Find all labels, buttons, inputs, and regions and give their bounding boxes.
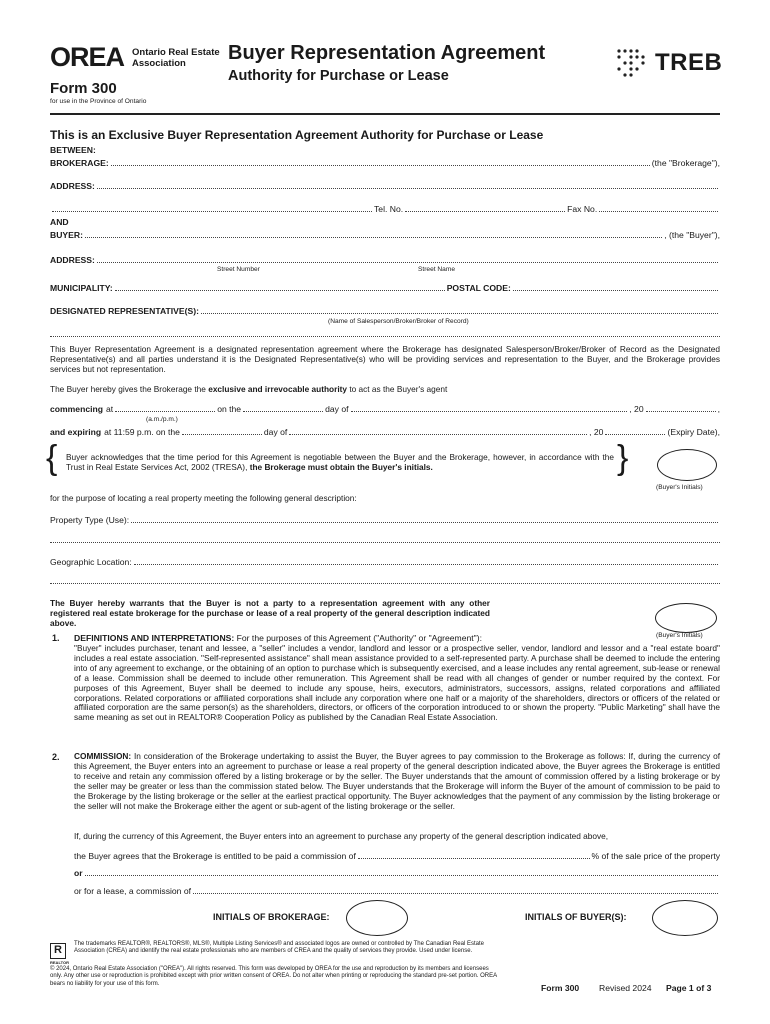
designated-paragraph: This Buyer Representation Agreement is a designated representation agreement where the Brokerage has designated Salesperson/Broker/Broker of Record as the Designated Representative(s) and all parties understand it is the Designated Representative(s) who will be providing services and representation to the Buyer, and the Brokerage provides services but not representation. [50,344,720,375]
tel-field[interactable] [405,204,565,212]
section-1-heading [74,633,482,643]
warranty-text: The Buyer hereby warrants that the Buyer is not a party to a representation agreement with any other registered real estate brokerage for the purchase or lease of a real property of the general description indicated above. [50,598,490,629]
authority-line [50,384,447,394]
footer-page-number: Page 1 of 3 [666,983,712,993]
section-2-body [74,752,720,811]
agreement-heading: This is an Exclusive Buyer Representation Agreement Authority for Purchase or Lease [50,128,544,142]
authority-suffix: to act as the Buyer's agent [347,384,448,394]
and-label: AND [50,217,69,227]
buyer-suffix: , (the "Buyer"), [664,230,720,240]
treb-dots-icon [615,47,651,77]
buyer-initials-caption-2: (Buyer's Initials) [656,632,703,639]
orea-logo [50,42,220,72]
buyer-initials-oval-3[interactable] [652,900,718,936]
phone-row [50,204,720,214]
section-1-number: 1. [52,633,60,643]
copyright-notice: © 2024, Ontario Real Estate Association ("OREA"). All rights reserved. This form was developed by OREA for the use and reproduction by its members and licensees only. Any other use or reproduction is prohibited except with prior written consent of OREA. Do not alter when printing or reproducing the standard pre-set portion. OREA bears no liability for your use of this form. [50,966,497,987]
buyer-initials-oval-1[interactable] [657,449,717,481]
commission-prefix: the Buyer agrees that the Brokerage is entitled to be paid a commission of [74,851,356,861]
designated-label: DESIGNATED REPRESENTATIVE(S): [50,306,199,316]
lease-commission-field[interactable] [193,886,718,894]
brokerage-label: BROKERAGE: [50,158,109,168]
municipality-label: MUNICIPALITY: [50,283,113,293]
brokerage-initials-oval[interactable] [346,900,408,936]
commencing-row: commencing at on the day of , 20 , [50,404,720,414]
between-label: BETWEEN: [50,145,96,155]
orea-name-line2: Association [132,58,186,69]
property-type-row [50,515,720,525]
commencing-day-field[interactable] [243,404,323,412]
acknowledgement-bold: the Brokerage must obtain the Buyer's initials. [249,462,433,473]
commencing-label: commencing [50,404,104,414]
commission-row [74,851,720,861]
commission-suffix: % of the sale price of the property [591,851,720,861]
postal-label: POSTAL CODE: [446,283,511,293]
acknowledgement-text [66,452,614,472]
authority-bold: exclusive and irrevocable authority [208,384,348,394]
commencing-at: at [106,404,114,414]
commission-percent-field[interactable] [358,851,590,859]
footer-form-number: Form 300 [541,983,580,993]
street-name-caption: Street Name [418,266,456,273]
designated-field[interactable] [201,306,718,314]
address-field[interactable] [97,181,718,189]
realtor-logo-label: REALTOR [50,960,69,965]
authority-prefix: The Buyer hereby gives the Brokerage the [50,384,209,394]
treb-logo [615,47,725,77]
expiring-row [50,427,720,437]
section-2-number: 2. [52,752,60,762]
expiring-day-of: day of [263,427,288,437]
property-type-field[interactable] [131,515,718,523]
acknowledgement-body: Buyer acknowledges that the time period for this Agreement is negotiable between the Buyer and the Brokerage, however, in accordance with the Trust in Real Estate Services Act, 2002 (TRESA), [66,452,614,473]
buyer-initials-caption-1: (Buyer's Initials) [656,484,703,491]
expiry-date-label: (Expiry Date), [667,427,720,437]
geo-location-line2[interactable] [50,583,720,584]
brokerage-row [50,158,720,168]
orea-logo-mark: OREA [50,42,125,72]
geo-location-label: Geographic Location: [50,557,132,567]
commencing-year-field[interactable] [646,404,716,412]
buyer-field[interactable] [85,230,662,238]
buyer-address-label: ADDRESS: [50,255,95,265]
fax-label: Fax No. [567,204,598,214]
designated-row [50,306,720,316]
orea-name-line1: Ontario Real Estate [132,47,220,58]
address-label: ADDRESS: [50,181,95,191]
buyer-row [50,230,720,240]
municipality-field[interactable] [115,283,445,291]
tel-label: Tel. No. [374,204,404,214]
or-commission-field[interactable] [85,868,718,876]
street-number-caption: Street Number [217,266,260,273]
expiring-month-field[interactable] [289,427,587,435]
brokerage-initials-label: INITIALS OF BROKERAGE: [213,912,330,922]
property-type-line2[interactable] [50,542,720,543]
designated-caption: (Name of Salesperson/Broker/Broker of Record) [328,318,469,325]
buyer-address-row [50,255,720,265]
lease-row [74,886,720,896]
brokerage-suffix: (the "Brokerage"), [651,158,720,168]
form-label: Form 300 [50,80,117,97]
section-2-text: In consideration of the Brokerage undertaking to assist the Buyer, the Buyer agrees to pay commission to the Brokerage as follows: If, during the currency of this Agreement, the Buyer enters into an agreement to purchase or lease a real property of the general description indicated above, the Buyer agrees the Brokerage is entitled to receive and retain any commission offered by a listing brokerage or by the seller. The Buyer understands that the amount of commission offered by a listing brokerage or by the seller may be greater or less than the commission stated below. The Buyer understands that the Brokerage will inform the Buyer of the amount of commission to be paid to the Brokerage by the listing brokerage or the seller at the earliest practical opportunity. The Buyer acknowledges that the payment of any commission by the listing brokerage or the seller will not make the Brokerage either the agent or sub-agent of the listing brokerage or the seller. [74,751,720,811]
section-1-body: "Buyer" includes purchaser, tenant and lessee, a "seller" includes a vendor, landlord and lessor or a prospective seller, vendor, landlord and lessor and a "real estate board" includes a real estate association. "Self-represented assistance" shall mean assistance provided to a self-represented party. A purchase shall be deemed to include the entering into of any agreement to exchange, or the obtaining of an option to purchase which is subsequently exercised, and a lease includes any rental agreement, sub-lease or renewal of a lease. Commission shall be deemed to include other remuneration. This Agreement shall be read with all changes of gender or number required by the context. For purposes of this Agreement, Buyer shall be deemed to include any spouse, heirs, executors, administrators, successors, assigns, related corporations and affiliated corporations. Related corporations or affiliated corporations shall include any corporation where one half or a majority of the shareholders, directors or officers of the related or affiliated corporation are the same person(s) as the shareholders, directors, or officers of the corporation introduced to or shown the property. "Public Marketing" shall have the same meaning as set out in REALTOR® Cooperation Policy as published by the Canadian Real Estate Association. [74,643,720,723]
postal-field[interactable] [513,283,718,291]
or-label: or [74,868,83,878]
commencing-time-field[interactable] [115,404,215,412]
left-brace-icon: { [46,439,58,477]
realtor-logo-mark: R [50,943,66,959]
commencing-on-the: on the [217,404,242,414]
purpose-text: for the purpose of locating a real property meeting the following general description: [50,493,357,503]
buyer-address-field[interactable] [97,255,718,263]
expiring-at: at 11:59 p.m. on the [104,427,180,437]
right-brace-icon: } [617,439,629,477]
fax-field[interactable] [599,204,718,212]
expiring-day-field[interactable] [182,427,262,435]
designated-line2[interactable] [50,336,720,337]
ampm-caption: (a.m./p.m.) [146,416,178,423]
address-line2-field[interactable] [52,204,372,212]
trademark-notice: The trademarks REALTOR®, REALTORS®, MLS®, Multiple Listing Services® and associated logos are owned or controlled by The Canadian Real Estate Association (CREA) and identify the real estate professionals who are members of CREA and the quality of services they provide. Used under license. [74,941,484,955]
geo-location-row [50,557,720,567]
expiring-year-field[interactable] [605,427,665,435]
geo-location-field[interactable] [134,557,718,565]
commencing-month-field[interactable] [351,404,628,412]
header-rule [50,113,720,115]
section-1-title: DEFINITIONS AND INTERPRETATIONS: [74,633,235,643]
form-subtitle: for use in the Province of Ontario [50,98,147,105]
address-row [50,181,720,191]
property-type-label: Property Type (Use): [50,515,130,525]
buyer-label: BUYER: [50,230,83,240]
buyer-initials-oval-2[interactable] [655,603,717,633]
treb-logo-text: TREB [655,49,723,76]
section-1-lead: For the purposes of this Agreement ("Authority" or "Agreement"): [234,633,482,643]
brokerage-field[interactable] [111,158,650,166]
document-title: Buyer Representation Agreement [228,42,546,64]
commencing-day-of: day of [325,404,349,414]
document-subtitle: Authority for Purchase or Lease [228,68,449,84]
buyer-initials-label: INITIALS OF BUYER(S): [525,912,627,922]
municipality-row [50,283,720,293]
expiring-year-prefix: , 20 [589,427,604,437]
section-2-line1: If, during the currency of this Agreement, the Buyer enters into an agreement to purchase any property of the general description indicated above, [74,831,609,841]
commencing-year-prefix: , 20 [629,404,644,414]
expiring-label: and expiring [50,427,102,437]
footer-revised: Revised 2024 [599,983,652,993]
lease-label: or for a lease, a commission of [74,886,192,896]
or-row [74,868,720,878]
section-2-title: COMMISSION: [74,751,132,761]
